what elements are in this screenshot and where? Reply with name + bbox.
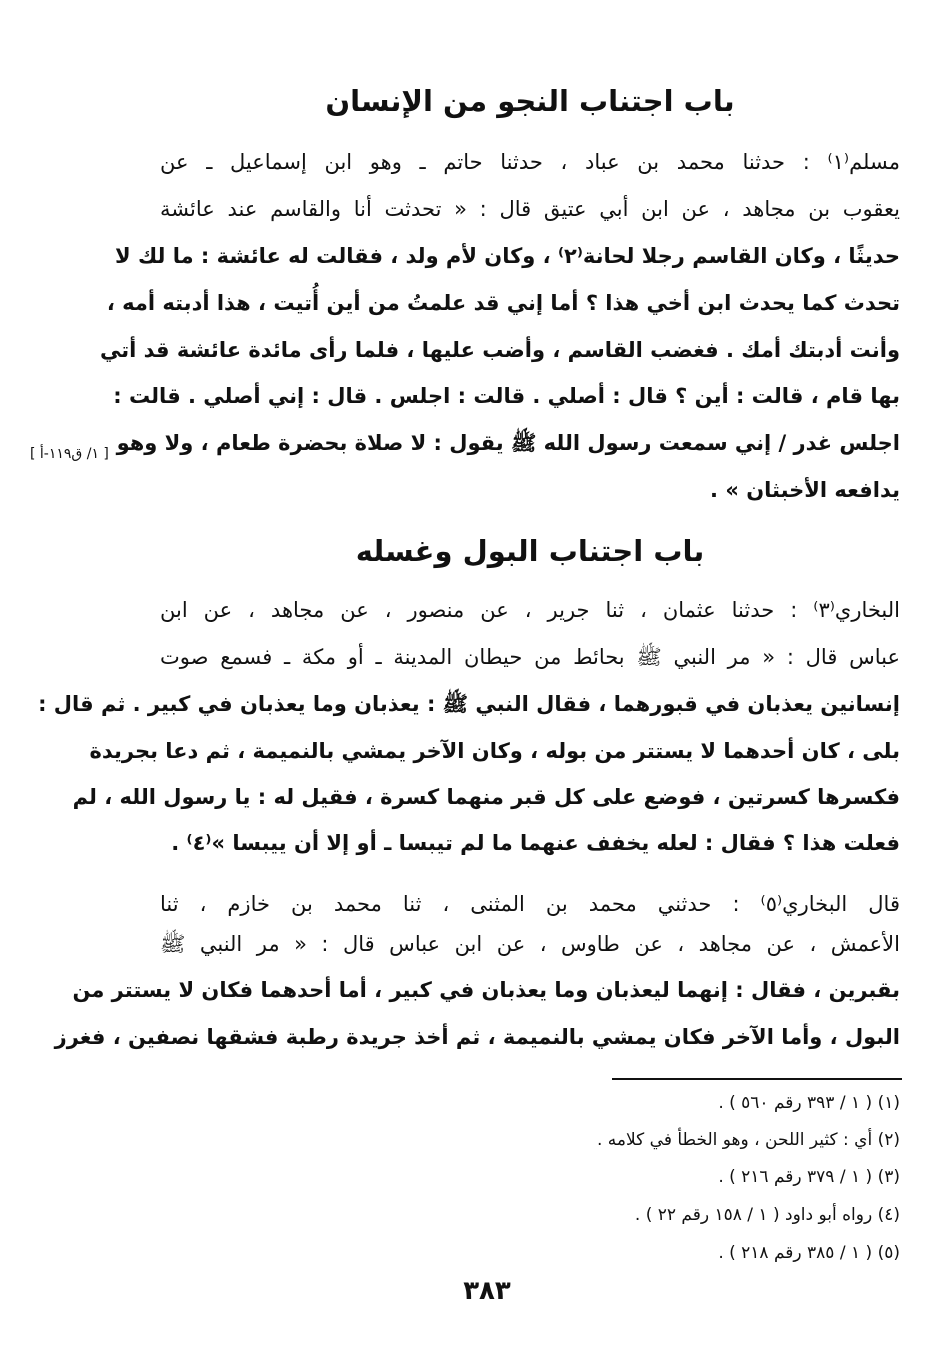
footnote-4: (٤) رواه أبو داود ( ١ / ١٥٨ رقم ٢٢ ) . bbox=[634, 1205, 900, 1225]
section-title-bawl: باب اجتناب البول وغسله bbox=[355, 534, 705, 568]
section-title-najw: باب اجتناب النجو من الإنسان bbox=[325, 84, 735, 118]
section3-line-2: الأعمش ، عن مجاهد ، عن طاوس ، عن ابن عباس قال : « مر النبي ﷺ bbox=[160, 932, 900, 956]
section1-line-2: يعقوب بن مجاهد ، عن ابن أبي عتيق قال : « تحدثت أنا والقاسم عند عائشة bbox=[160, 197, 900, 221]
footnote-2: (٢) أي : كثير اللحن ، وهو الخطأ في كلامه . bbox=[597, 1130, 900, 1150]
section1-line-4: تحدث كما يحدث ابن أخي هذا ؟ أما إني قد علمتُ من أين أُتيت ، هذا أدبته أمه ، bbox=[106, 291, 900, 315]
section2-line-4: بلى ، كان أحدهما لا يستتر من بوله ، وكان الآخر يمشي بالنميمة ، ثم دعا بجريدة bbox=[89, 739, 900, 763]
footnote-5: (٥) ( ١ / ٣٨٥ رقم ٢١٨ ) . bbox=[718, 1243, 900, 1263]
manuscript-margin-note: [ ١/ ق١١٩-أ ] bbox=[30, 446, 109, 462]
section1-line-7: اجلس غدر / إني سمعت رسول الله ﷺ يقول : لا صلاة بحضرة طعام ، ولا وهو bbox=[116, 431, 900, 455]
section2-line-1: البخاري⁽٣⁾ : حدثنا عثمان ، ثنا جرير ، عن منصور ، عن مجاهد ، عن ابن bbox=[160, 598, 900, 622]
section1-line-1: مسلم⁽١⁾ : حدثنا محمد بن عباد ، حدثنا حاتم ـ وهو ابن إسماعيل ـ عن bbox=[160, 150, 900, 174]
footnote-separator bbox=[612, 1078, 902, 1080]
section1-line-8: يدافعه الأخبثان » . bbox=[710, 478, 900, 502]
footnote-3: (٣) ( ١ / ٣٧٩ رقم ٢١٦ ) . bbox=[718, 1167, 900, 1187]
section2-line-2: عباس قال : « مر النبي ﷺ بحائط من حيطان المدينة ـ أو مكة ـ فسمع صوت bbox=[160, 645, 900, 669]
section1-line-6: بها قام ، قالت : أين ؟ قال : أصلي . قالت : اجلس . قال : إني أصلي . قالت : bbox=[113, 384, 900, 408]
section1-line-5: وأنت أدبتك أمك . فغضب القاسم ، وأضب عليها ، فلما رأى مائدة عائشة قد أتي bbox=[100, 338, 900, 362]
section2-line-5: فكسرها كسرتين ، فوضع على كل قبر منهما كسرة ، فقيل له : يا رسول الله ، لم bbox=[72, 785, 900, 809]
section3-line-1: قال البخاري⁽٥⁾ : حدثني محمد بن المثنى ، ثنا محمد بن خازم ، ثنا bbox=[160, 892, 900, 916]
section3-line-3: بقبرين ، فقال : إنهما ليعذبان وما يعذبان في كبير ، أما أحدهما فكان لا يستتر من bbox=[72, 978, 900, 1002]
section2-line-6: فعلت هذا ؟ فقال : لعله يخفف عنهما ما لم تيبسا ـ أو إلا أن ييبسا »⁽٤⁾ . bbox=[171, 831, 900, 855]
section1-line-3: حديثًا ، وكان القاسم رجلا لحانة⁽٢⁾ ، وكان لأم ولد ، فقالت له عائشة : ما لك لا bbox=[115, 244, 900, 268]
section3-line-4: البول ، وأما الآخر فكان يمشي بالنميمة ، ثم أخذ جريدة رطبة فشقها نصفين ، فغرز bbox=[54, 1025, 900, 1049]
footnote-1: (١) ( ١ / ٣٩٣ رقم ٥٦٠ ) . bbox=[718, 1093, 900, 1113]
page-number: ٣٨٣ bbox=[463, 1276, 511, 1306]
section2-line-3: إنسانين يعذبان في قبورهما ، فقال النبي ﷺ : يعذبان وما يعذبان في كبير . ثم قال : bbox=[38, 692, 900, 716]
